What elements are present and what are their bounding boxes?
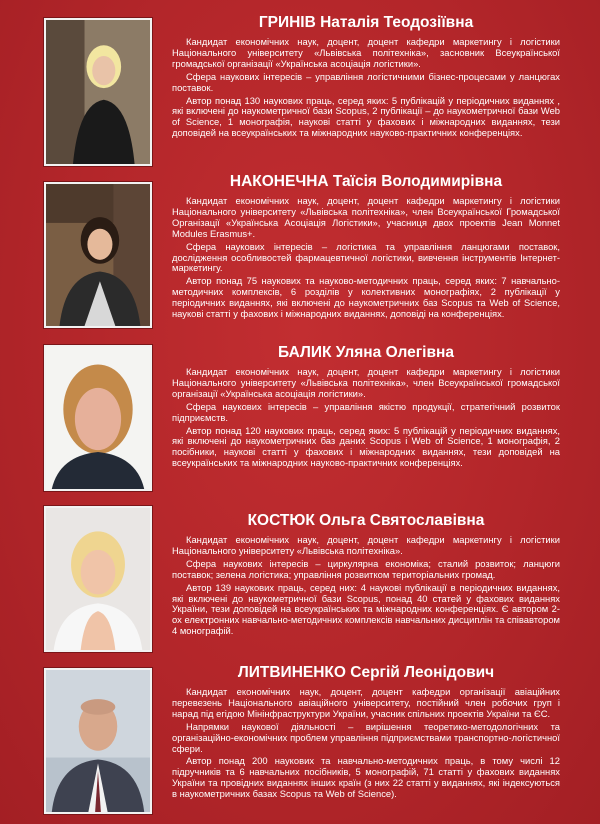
bio-paragraph: Сфера наукових інтересів – логістика та управління ланцюгами поставок, дослідження особливостей фармацевтичної логістики, вивчення інструментів Інтернет-маркетингу.: [172, 240, 560, 274]
portrait-photo-nakonechna: [44, 182, 152, 328]
bio-paragraph: Кандидат економічних наук, доцент, доцент кафедри маркетингу і логістики Національного університету «Львівська політехніка», засновник Всеукраїнської громадської організації «Українська асоціація логістики».: [172, 36, 560, 69]
person-name: [172, 344, 560, 362]
bio-paragraph: Кандидат економічних наук, доцент, доцент кафедри маркетингу і логістики Національного університету «Львівська політехніка».: [172, 534, 560, 556]
bio-paragraph: Сфера наукових інтересів – управління якістю продукції, стратегічний розвиток підприємств.: [172, 400, 560, 423]
surname: БАЛИК: [278, 344, 332, 361]
bio-paragraph: Кандидат економічних наук, доцент, доцент кафедри організації авіаційних перевезень Національного авіаційного університету, постійний член робочих груп і нарад під егідою Мінінфраструктури України, учасник спільних проектів України та ЄС.: [172, 686, 560, 719]
given-name: Наталія Теодозіївна: [320, 14, 474, 31]
given-name: Таїсія Володимирівна: [332, 173, 503, 190]
surname: КОСТЮК: [247, 512, 315, 529]
bio-paragraph: Автор понад 120 наукових праць, серед яких: 5 публікацій у періодичних виданнях, які включені до наукометричних баз даних Scopus і Web of Science, 1 монографія, 2 посібники, наукові статті у фахових і міжнародних виданнях, тези доповідей на всеукраїнських та міжнародних науково-практичних конференціях.: [172, 424, 560, 469]
bio-paragraph: Автор понад 130 наукових праць, серед яких: 5 публікацій у періодичних виданнях , які включені до наукометричної бази Scopus, 2 публікації – до наукометричної бази Web of Science, 1 монографія, наукові статті у фахових і міжнародних виданнях, тези доповідей на всеукраїнських та міжнародних науково-практичних конференціях.: [172, 94, 560, 139]
person-name: [172, 664, 560, 682]
person-name: [172, 512, 560, 530]
portrait-photo-lytvynenko: [44, 668, 152, 814]
person-name: [172, 14, 560, 32]
bio-paragraph: Автор понад 75 наукових та науково-методичних праць, серед яких: 7 навчально-методичних комплексів, 6 розділів у колективних монографіях, 2 публікації у періодичних виданнях, які включені до наукометричних баз Scopus та Web of Science, наукові статті у фахових і міжнародних виданнях, доповіді на конференціях.: [172, 275, 560, 320]
bio-paragraph: Автор 139 наукових праць, серед них: 4 наукові публікації в періодичних виданнях, які включені до наукометричної бази Scopus, понад 40 статей у фахових виданнях України, тези доповідей на всеукраїнських та міжнародних конференціях. Є автором 2-ох електронних навчально-методичних комплексів навчальних дисциплін та співавтором 4 монографій.: [172, 581, 560, 637]
portrait-photo-hryniv: [44, 18, 152, 166]
portrait-photo-balyk: [44, 345, 152, 491]
portrait-photo-kostiuk: [44, 506, 152, 652]
surname: НАКОНЕЧНА: [229, 173, 329, 190]
surname: ЛИТВИНЕНКО: [237, 664, 346, 681]
bio-paragraph: Сфера наукових інтересів – управління логістичними бізнес-процесами у ланцюгах поставок.: [172, 70, 560, 93]
person-name: [172, 173, 560, 191]
given-name: Уляна Олегівна: [335, 344, 454, 361]
bio-paragraph: Автор понад 200 наукових та навчально-методичних праць, в тому числі 12 підручників та 6 навчальних посібників, 5 монографій, 71 статті у фахових виданнях України та провідних виданнях інших країн (з них 22 статті у виданнях, які індексуються в наукометричних базах Scopus та Web of Science).: [172, 755, 560, 800]
bio-paragraph: Сфера наукових інтересів – циркулярна економіка; сталий розвиток; ланцюги поставок; зелена логістика; управління розвитком територіальних громад.: [172, 557, 560, 580]
bio-paragraph: Напрямки наукової діяльності – вирішення теоретико-методологічних та організаційно-економічних проблем управління підприємствами транспортно-логістичної сфери.: [172, 720, 560, 754]
bio-paragraph: Кандидат економічних наук, доцент, доцент кафедри маркетингу і логістики Національного університету «Львівська політехніка», член Всеукраїнської Громадської Організації «Українська Асоціація Логістики», учасниця двох проектів Jean Monnet Modules Erasmus+.: [172, 195, 560, 239]
bio-paragraph: Кандидат економічних наук, доцент, доцент кафедри маркетингу і логістики Національного університету «Львівська політехніка», член Всеукраїнської громадської організації «Українська асоціація логістики».: [172, 366, 560, 399]
surname: ГРИНІВ: [258, 14, 316, 31]
given-name: Сергій Леонідович: [350, 664, 495, 681]
given-name: Ольга Святославівна: [319, 512, 485, 529]
